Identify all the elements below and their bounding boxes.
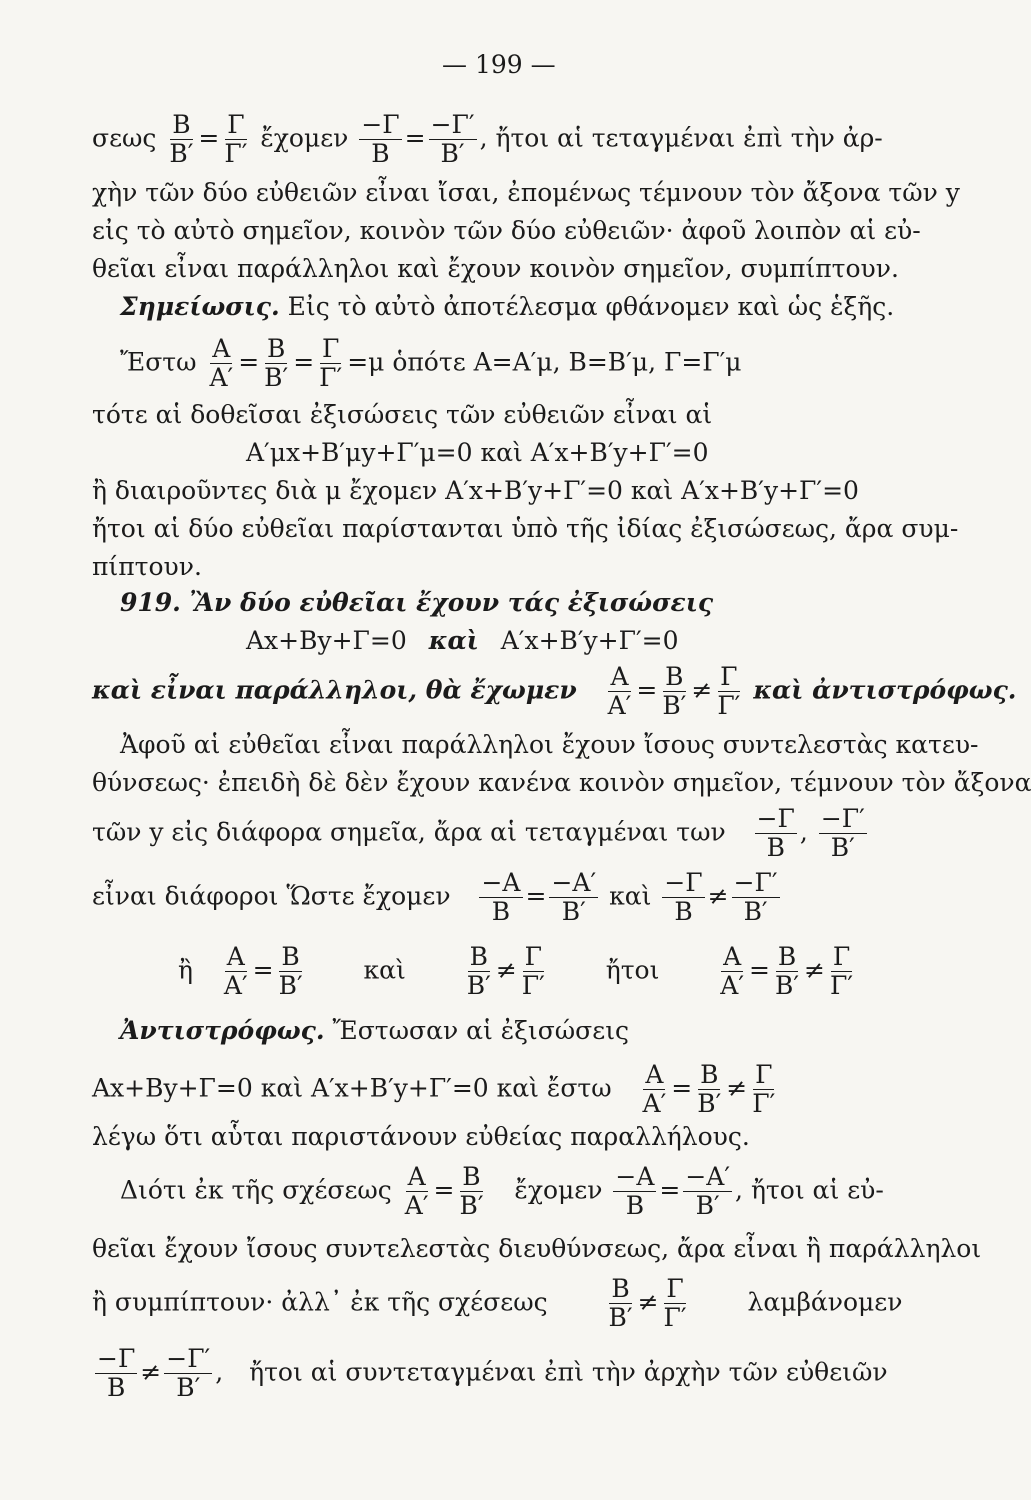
fraction (222, 112, 249, 168)
word: καὶ (363, 955, 406, 985)
page-number: — 199 — (442, 50, 556, 79)
text-line: ἤτοι αἱ δύο εὐθεῖαι παρίστανται ὑπὸ τῆς ἰδίας ἐξισώσεως, ἄρα συμ- (92, 514, 959, 543)
numerator: −Γ (361, 110, 400, 139)
theorem-line (120, 590, 713, 615)
text-line (120, 1018, 629, 1043)
denominator: Α′ (209, 363, 234, 393)
numerator: Α (407, 1162, 426, 1191)
numerator: Γ (666, 1274, 684, 1303)
fraction (207, 336, 235, 392)
comma: , (735, 1175, 743, 1205)
numerator: Α (226, 942, 245, 971)
theorem-line (92, 664, 1017, 720)
denominator: Β′ (440, 139, 465, 169)
numerator: Β (777, 942, 797, 971)
numerator: Γ (227, 110, 245, 139)
fraction (164, 1346, 212, 1402)
fraction (641, 1062, 669, 1118)
denominator: Γ′ (717, 691, 741, 721)
comma: , (215, 1357, 224, 1387)
text-line: πίπτουν. (92, 552, 202, 581)
denominator: Α′ (223, 971, 248, 1001)
fraction (695, 1062, 723, 1118)
fraction (613, 1164, 656, 1220)
word: ἤτοι αἱ τεταγμέναι ἐπὶ τὴν ἀρ- (495, 123, 883, 153)
fraction (732, 870, 780, 926)
word: Ἂν δύο εὐθεῖαι ἔχουν τάς ἐξισώσεις (189, 588, 714, 617)
numerator: Α (645, 1060, 664, 1089)
numerator: −Α′ (685, 1162, 731, 1191)
text-line: τότε αἱ δοθεῖσαι ἐξισώσεις τῶν εὐθειῶν εἶναι αἱ (92, 400, 713, 429)
numerator: −Γ′ (733, 868, 778, 897)
denominator: Γ′ (752, 1089, 776, 1119)
denominator: Β (106, 1373, 126, 1403)
word: καὶ (609, 881, 652, 911)
equals-sign: = (671, 1073, 693, 1103)
word: τῶν y εἰς διάφορα σημεῖα, ἄρα αἱ τεταγμέναι των (92, 817, 726, 847)
word: =μ ὁπότε Α=Α′μ, Β=Β′μ, Γ=Γ′μ (347, 347, 742, 377)
denominator: Β′ (695, 1191, 720, 1221)
word: Εἰς τὸ αὐτὸ ἀποτέλεσμα φθάνομεν καὶ ὡς ἑξῆς. (287, 292, 895, 321)
theorem-number: 919. (120, 588, 181, 617)
not-equal-sign: ≠ (691, 675, 713, 705)
text-line: Ἀφοῦ αἱ εὐθεῖαι εἶναι παράλληλοι ἔχουν ἴσους συντελεστὰς κατευ- (120, 730, 979, 759)
comma: , (799, 817, 808, 847)
math-line: Α′μx+Β′μy+Γ′μ=0 καὶ Α′x+Β′y+Γ′=0 (246, 438, 709, 467)
denominator: Α′ (642, 1089, 667, 1119)
numerator: −Γ (664, 868, 703, 897)
not-equal-sign: ≠ (726, 1073, 748, 1103)
numerator: −Γ (97, 1344, 136, 1373)
fraction (549, 870, 598, 926)
denominator: Α′ (607, 691, 632, 721)
equation: Α′x+Β′y+Γ′=0 (500, 626, 679, 655)
fraction (750, 1062, 777, 1118)
equals-sign: = (433, 1175, 455, 1205)
fraction (662, 1276, 689, 1332)
fraction (277, 944, 305, 1000)
denominator: Β′ (561, 897, 586, 927)
numerator: −Γ′ (430, 110, 475, 139)
numerator: Β (469, 942, 488, 971)
numerator: Β (281, 942, 300, 971)
section-heading: Σημείωσις. (120, 292, 280, 321)
text-line: λέγω ὅτι αὗται παριστάνουν εὐθείας παραλλήλους. (92, 1122, 750, 1151)
text-line (92, 112, 883, 168)
denominator: Β′ (459, 1191, 484, 1221)
word: ἢ συμπίπτουν· ἀλλ᾽ ἐκ τῆς σχέσεως (92, 1287, 548, 1317)
fraction (718, 944, 746, 1000)
denominator: Β (625, 1191, 645, 1221)
word: καὶ ἀντιστρόφως. (753, 675, 1017, 705)
section-heading: Ἀντιστρόφως. (120, 1016, 325, 1045)
fraction (359, 112, 401, 168)
denominator: Α′ (404, 1191, 429, 1221)
equation: Αx+Βy+Γ=0 (246, 626, 407, 655)
denominator: Β (766, 833, 785, 863)
fraction (773, 944, 801, 1000)
fraction (262, 336, 290, 392)
word: ἤτοι (605, 955, 660, 985)
numerator: Β (700, 1060, 719, 1089)
fraction (95, 1346, 137, 1402)
numerator: Γ (321, 334, 340, 363)
word: λαμβάνομεν (747, 1287, 903, 1317)
numerator: Β (266, 334, 286, 363)
fraction (317, 336, 344, 392)
not-equal-sign: ≠ (707, 881, 729, 911)
word: ἔχομεν (514, 1175, 603, 1205)
fraction (222, 944, 250, 1000)
fraction (660, 664, 688, 720)
equals-sign: = (198, 123, 220, 153)
fraction (607, 1276, 635, 1332)
word: Διότι ἐκ τῆς σχέσεως (120, 1175, 392, 1205)
numerator: −Α (481, 868, 521, 897)
fraction (167, 112, 195, 168)
denominator: Γ′ (224, 139, 248, 169)
numerator: Α (212, 334, 231, 363)
fraction (683, 1164, 732, 1220)
word: ἢ (178, 955, 193, 985)
math-line (92, 806, 870, 862)
fraction (715, 664, 742, 720)
numerator: −Γ′ (166, 1344, 211, 1373)
fraction (662, 870, 704, 926)
equals-sign: = (238, 347, 260, 377)
numerator: Γ (832, 942, 851, 971)
numerator: Γ (720, 662, 738, 691)
fraction (465, 944, 493, 1000)
word: Ἔστω (120, 347, 197, 377)
numerator: Β (172, 110, 191, 139)
fraction (403, 1164, 431, 1220)
fraction (755, 806, 797, 862)
denominator: Β′ (743, 897, 768, 927)
numerator: −Γ′ (820, 804, 865, 833)
denominator: Β (674, 897, 693, 927)
fraction (828, 944, 855, 1000)
denominator: Β′ (830, 833, 855, 863)
denominator: Β′ (608, 1303, 633, 1333)
denominator: Α′ (720, 971, 745, 1001)
text-line: θεῖαι ἔχουν ἴσους συντελεστὰς διευθύνσεως, ἄρα εἶναι ἢ παράλληλοι (92, 1234, 982, 1263)
fraction (457, 1164, 485, 1220)
denominator: Γ′ (663, 1303, 687, 1333)
numerator: Γ (755, 1060, 773, 1089)
math-line (178, 944, 858, 1000)
math-line (120, 1164, 884, 1220)
fraction (606, 664, 634, 720)
text-line: εἰς τὸ αὐτὸ σημεῖον, κοινὸν τῶν δύο εὐθειῶν· ἀφοῦ λοιπὸν αἱ εὐ- (92, 216, 921, 245)
word: σεως (92, 123, 157, 153)
denominator: Β′ (774, 971, 800, 1001)
denominator: Β′ (662, 691, 687, 721)
denominator: Β′ (697, 1089, 722, 1119)
denominator: Β′ (278, 971, 303, 1001)
numerator: Β (611, 1274, 630, 1303)
math-line (120, 336, 742, 392)
equals-sign: = (252, 955, 274, 985)
equals-sign: = (293, 347, 315, 377)
numerator: Β (462, 1162, 481, 1191)
numerator: −Α (615, 1162, 655, 1191)
word: Αx+Βy+Γ=0 καὶ Α′x+Β′y+Γ′=0 καὶ ἔστω (92, 1073, 612, 1103)
text-line (120, 294, 894, 319)
denominator: Β′ (176, 1373, 201, 1403)
math-line (92, 1276, 902, 1332)
numerator: Γ (524, 942, 542, 971)
not-equal-sign: ≠ (804, 955, 825, 985)
text-line: χὴν τῶν δύο εὐθειῶν εἶναι ἴσαι, ἐπομένως τέμνουν τὸν ἄξονα τῶν y (92, 178, 960, 207)
word: ἔχομεν (260, 123, 349, 153)
word: ἤτοι αἱ συντεταγμέναι ἐπὶ τὴν ἀρχὴν τῶν εὐθειῶν (249, 1357, 888, 1387)
numerator: Α (610, 662, 629, 691)
text-line: ἢ διαιροῦντες διὰ μ ἔχομεν Α′x+Β′y+Γ′=0 καὶ Α′x+Β′y+Γ′=0 (92, 476, 859, 505)
numerator: Β (665, 662, 684, 691)
comma: , (479, 123, 488, 153)
equals-sign: = (636, 675, 658, 705)
math-line (92, 1346, 888, 1402)
numerator: −Γ (756, 804, 795, 833)
denominator: Β (491, 897, 511, 927)
denominator: Γ′ (830, 971, 854, 1001)
equals-sign: = (525, 881, 547, 911)
math-line (92, 870, 783, 926)
denominator: Γ′ (521, 971, 545, 1001)
not-equal-sign: ≠ (140, 1357, 162, 1387)
fraction (429, 112, 477, 168)
word: καὶ εἶναι παράλληλοι, θὰ ἔχωμεν (92, 675, 577, 705)
word: ἤτοι αἱ εὐ- (750, 1175, 884, 1205)
equals-sign: = (404, 123, 426, 153)
word: καὶ (428, 626, 479, 655)
fraction (520, 944, 547, 1000)
numerator: −Α′ (551, 868, 597, 897)
denominator: Β′ (264, 363, 289, 393)
numerator: Α (723, 942, 742, 971)
math-line (92, 1062, 780, 1118)
equals-sign: = (659, 1175, 681, 1205)
word: Ἔστωσαν αἱ ἐξισώσεις (332, 1016, 630, 1045)
fraction (819, 806, 867, 862)
text-line: θεῖαι εἶναι παράλληλοι καὶ ἔχουν κοινὸν σημεῖον, συμπίπτουν. (92, 254, 899, 283)
word: εἶναι διάφοροι Ὥστε ἔχομεν (92, 881, 451, 911)
denominator: Γ′ (319, 363, 343, 393)
denominator: Β′ (466, 971, 491, 1001)
fraction (479, 870, 522, 926)
not-equal-sign: ≠ (495, 955, 517, 985)
not-equal-sign: ≠ (637, 1287, 659, 1317)
denominator: Β′ (169, 139, 194, 169)
text-line: θύνσεως· ἐπειδὴ δὲ δὲν ἔχουν κανένα κοινὸν σημεῖον, τέμνουν τὸν ἄξονα (92, 768, 1031, 797)
math-line (246, 628, 679, 653)
denominator: Β (371, 139, 390, 169)
equals-sign: = (749, 955, 770, 985)
